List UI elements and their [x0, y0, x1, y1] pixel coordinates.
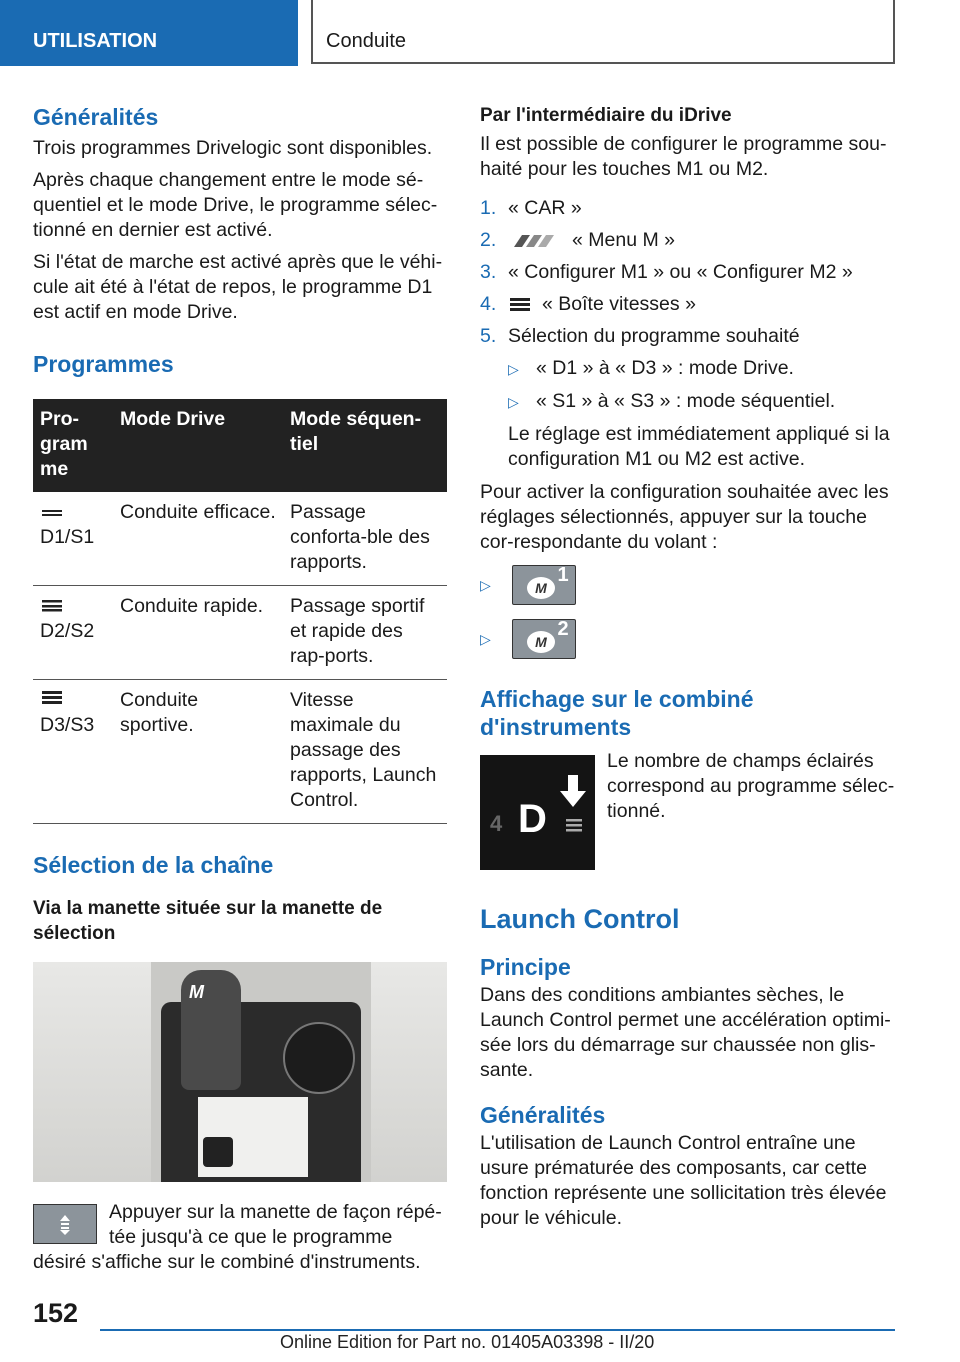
program-2-icon [40, 598, 64, 612]
list-item [508, 389, 896, 415]
subsection-title: Conduite [311, 0, 895, 64]
table-header: Pro-gram me [33, 399, 113, 492]
program-3-icon [40, 690, 64, 706]
page-number: 152 [33, 1298, 79, 1328]
table-row [33, 680, 447, 824]
m1-number: 1 [557, 564, 569, 586]
steps-list [480, 196, 896, 349]
programs-table [33, 399, 447, 824]
right-column [480, 100, 896, 1231]
heading-launch-control: Launch Control [480, 904, 680, 934]
step-text: « Menu M » [572, 229, 675, 251]
svg-text:M: M [535, 580, 548, 596]
paragraph: Après chaque changement entre le mode sé-quentiel et le mode Drive, le programme sélec-tionné en dernier est activé. [33, 169, 438, 241]
edition-text: Online Edition for Part no. 01405A03398 - II/20 [280, 1332, 655, 1352]
m-logo: M [189, 982, 204, 1002]
display-number: 4 [490, 811, 503, 836]
svg-text:M: M [535, 634, 548, 650]
manette-instruction [33, 1200, 447, 1275]
list-item [480, 228, 896, 253]
step-number: 4. [480, 293, 497, 315]
table-header: Mode séquen-tiel [283, 399, 447, 492]
m2-item [480, 619, 896, 663]
heading-affichage: Affichage sur le combiné d'instruments [480, 686, 754, 740]
table-header: Mode Drive [113, 399, 283, 492]
step-number: 5. [480, 325, 497, 347]
display-section [480, 750, 896, 873]
m1-item [480, 565, 896, 609]
left-column [33, 100, 447, 1275]
sequential-mode-cell: Vitesse maximale du passage des rapports, Launch Control. [283, 680, 447, 824]
heading-generalites: Généralités [33, 104, 159, 130]
footer-divider [100, 1329, 895, 1331]
paragraph: Le réglage est immédiatement appliqué si la configuration M1 ou M2 est active. [508, 423, 890, 470]
heading-principe: Principe [480, 954, 571, 980]
bullet-text: « S1 » à « S3 » : mode séquentiel. [536, 390, 836, 412]
paragraph: Appuyer sur la manette de façon répé-tée jusqu'à ce que le programme désiré s'affiche sur le combiné d'instruments. [33, 1201, 442, 1273]
page-header [0, 0, 960, 66]
triangle-bullet-icon: ▷ [508, 361, 519, 377]
m2-number: 2 [557, 618, 569, 640]
triangle-bullet-icon: ▷ [508, 394, 519, 410]
list-item [508, 356, 896, 382]
list-item [480, 260, 896, 285]
program-code: D3/S3 [40, 714, 95, 736]
m1-button-icon [512, 565, 576, 605]
sub-bullets [480, 356, 896, 472]
bullet-text: « D1 » à « D3 » : mode Drive. [536, 357, 794, 379]
heading-programmes: Programmes [33, 351, 174, 377]
gearbox-icon [508, 297, 532, 313]
subheading-idrive: Par l'intermédiaire du iDrive [480, 105, 732, 126]
table-row [33, 586, 447, 680]
display-gear: D [518, 797, 547, 841]
paragraph: Dans des conditions ambiantes sèches, le Launch Control permet une accélération optimi-sée lors du démarrage sur chaussée non glis-sante. [480, 984, 891, 1081]
triangle-bullet-icon: ▷ [480, 630, 491, 647]
step-text: « Configurer M1 » ou « Configurer M2 » [508, 261, 853, 283]
instrument-display [480, 755, 595, 870]
step-text: « Boîte vitesses » [542, 293, 696, 315]
drive-mode-cell: Conduite efficace. [113, 492, 283, 586]
step-number: 3. [480, 261, 497, 283]
paragraph: Le nombre de champs éclairés correspond au programme sélec-tionné. [607, 750, 895, 822]
m-menu-icon [508, 233, 562, 249]
step-text: « CAR » [508, 197, 582, 219]
selector-button-icon [33, 1204, 97, 1244]
subheading-manette: Via la manette située sur la manette de sélection [33, 898, 383, 944]
step-text: Sélection du programme souhaité [508, 325, 800, 347]
list-item [480, 292, 896, 317]
paragraph: Trois programmes Drivelogic sont disponibles. [33, 137, 433, 159]
m2-button-icon [512, 619, 576, 659]
heading-selection-chaine: Sélection de la chaîne [33, 852, 274, 878]
table-header-row [33, 399, 447, 492]
gear-selector-photo [33, 962, 447, 1182]
paragraph: Il est possible de configurer le programme sou-haité pour les touches M1 ou M2. [480, 133, 887, 180]
drive-mode-cell: Conduite sportive. [113, 680, 283, 824]
paragraph: Pour activer la configuration souhaitée avec les réglages sélectionnés, appuyer sur la touche cor-respondante du volant : [480, 481, 889, 553]
program-1-icon [40, 504, 64, 518]
sequential-mode-cell: Passage conforta-ble des rapports. [283, 492, 447, 586]
table-row [33, 492, 447, 586]
paragraph: L'utilisation de Launch Control entraîne une usure prématurée des composants, car cette fonction représente une sollicitation très élevée pour le véhicule. [480, 1132, 887, 1229]
list-item [480, 196, 896, 221]
step-number: 1. [480, 197, 497, 219]
triangle-bullet-icon: ▷ [480, 576, 491, 593]
sequential-mode-cell: Passage sportif et rapide des rap-ports. [283, 586, 447, 680]
program-code: D2/S2 [40, 620, 95, 642]
step-number: 2. [480, 229, 497, 251]
drive-mode-cell: Conduite rapide. [113, 586, 283, 680]
down-arrow-icon [558, 775, 588, 811]
section-title: UTILISATION [0, 0, 298, 66]
list-item [480, 324, 896, 349]
program-code: D1/S1 [40, 526, 95, 548]
paragraph: Si l'état de marche est activé après que le véhi-cule ait été à l'état de repos, le programme D1 est actif en mode Drive. [33, 251, 443, 323]
heading-generalites-2: Généralités [480, 1102, 606, 1128]
program-level-icon [564, 817, 584, 833]
